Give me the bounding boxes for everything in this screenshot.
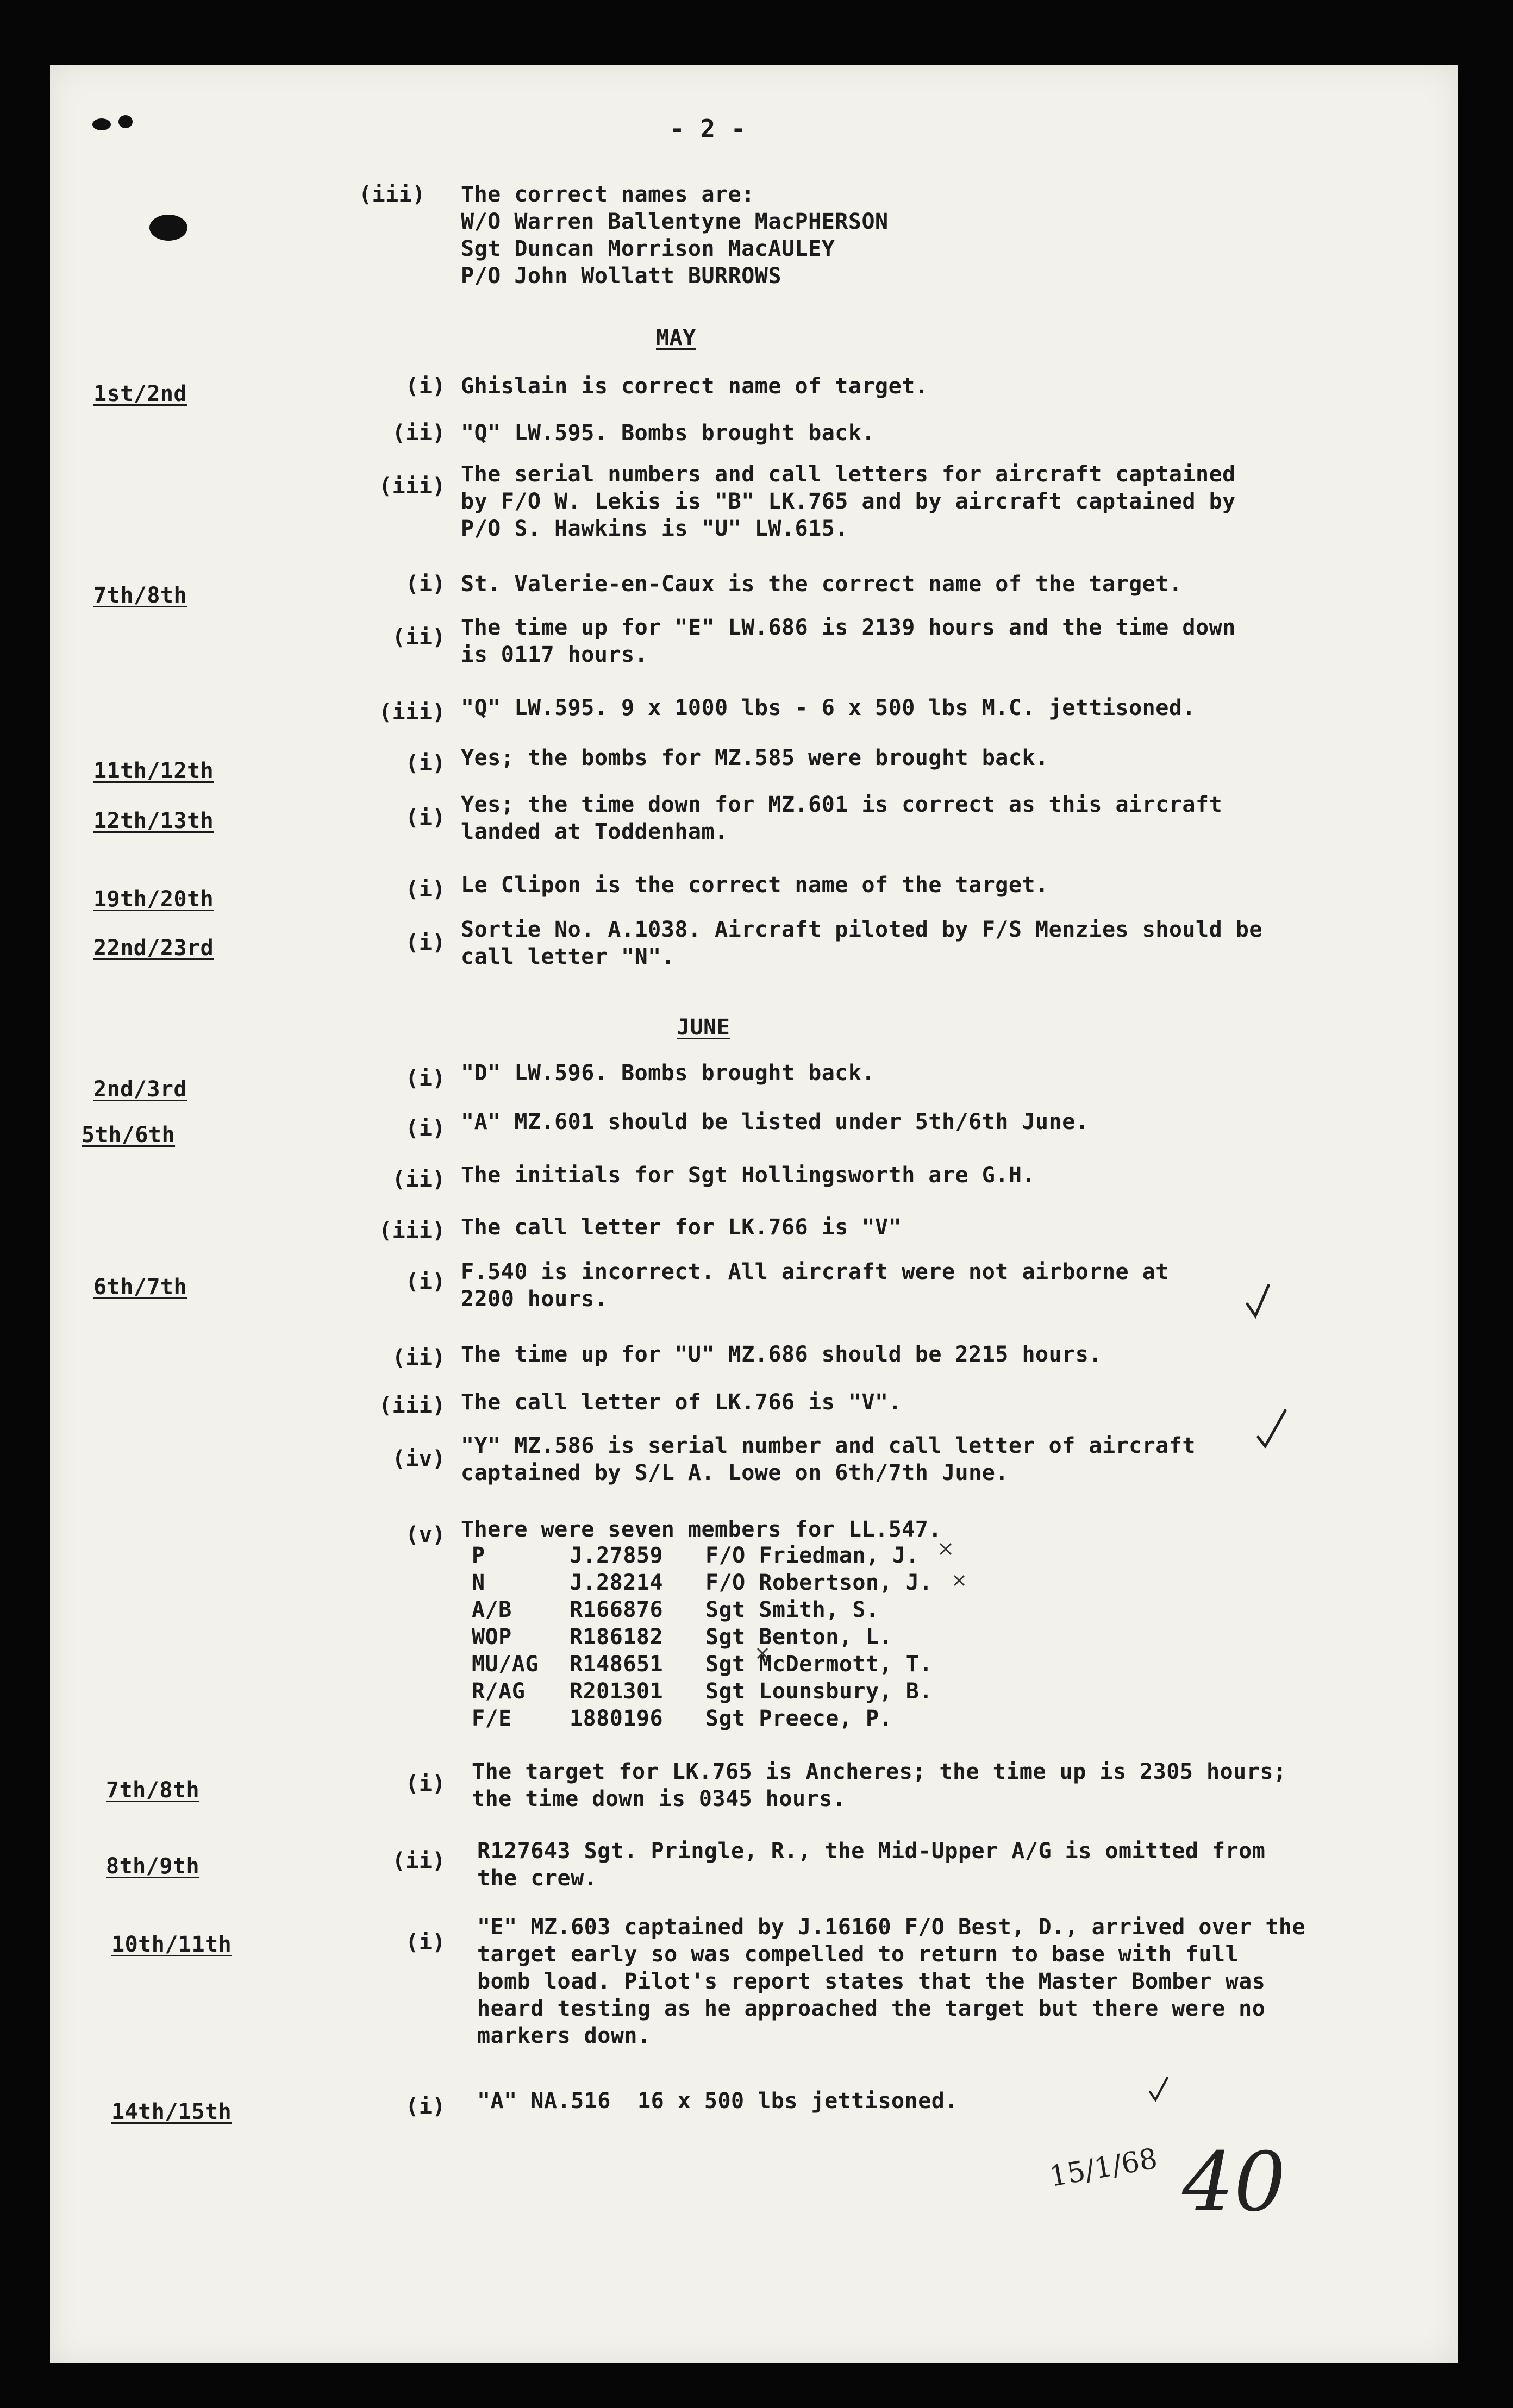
item-text: R127643 Sgt. Pringle, R., the Mid-Upper A/G is omitted from	[477, 1839, 1266, 1864]
item-text: Sortie No. A.1038. Aircraft piloted by F/S Menzies should be	[461, 917, 1262, 942]
crew-number: R148651	[570, 1652, 664, 1677]
item-text: Ghislain is correct name of target.	[461, 374, 929, 399]
crew-role: MU/AG	[472, 1652, 539, 1677]
cross-mark-icon	[755, 1646, 770, 1660]
date-label: 7th/8th	[93, 583, 187, 608]
item-text: "Y" MZ.586 is serial number and call letter of aircraft	[461, 1433, 1196, 1458]
item-number: (i)	[405, 1116, 446, 1141]
crew-row	[472, 1569, 1015, 1596]
item-text: is 0117 hours.	[461, 642, 648, 667]
item-text: markers down.	[477, 2023, 651, 2048]
date-label: 10th/11th	[111, 1932, 232, 1957]
crew-number: R186182	[570, 1625, 664, 1650]
crew-number: R166876	[570, 1597, 664, 1622]
item-text: The serial numbers and call letters for aircraft captained	[461, 462, 1236, 487]
ink-smudge	[92, 118, 111, 130]
crew-number: J.27859	[570, 1543, 664, 1568]
item-text: P/O S. Hawkins is "U" LW.615.	[461, 516, 848, 541]
crew-role: P	[472, 1543, 485, 1568]
item-text: The time up for "E" LW.686 is 2139 hours and the time down	[461, 615, 1236, 640]
item-number: (i)	[405, 572, 446, 597]
intro-line: Sgt Duncan Morrison MacAULEY	[461, 236, 835, 261]
date-label: 2nd/3rd	[93, 1077, 187, 1102]
date-label: 14th/15th	[111, 2099, 232, 2124]
check-mark-icon	[1148, 2075, 1170, 2103]
intro-line: The correct names are:	[461, 182, 755, 207]
crew-name: F/O Friedman, J.	[705, 1543, 920, 1568]
item-text: Yes; the bombs for MZ.585 were brought back.	[461, 745, 1049, 770]
date-label: 6th/7th	[93, 1275, 187, 1300]
item-text: The call letter of LK.766 is "V".	[461, 1390, 902, 1415]
item-text: "E" MZ.603 captained by J.16160 F/O Best, D., arrived over the	[477, 1915, 1306, 1940]
crew-row	[472, 1651, 1015, 1678]
item-text: Le Clipon is the correct name of the target.	[461, 873, 1049, 898]
cross-mark-icon	[952, 1573, 966, 1588]
item-text: landed at Toddenham.	[461, 819, 728, 844]
crew-name: Sgt Lounsbury, B.	[705, 1679, 933, 1704]
item-number: (i)	[405, 1066, 446, 1091]
item-text: call letter "N".	[461, 944, 675, 969]
item-text: the time down is 0345 hours.	[472, 1786, 846, 1811]
item-number: (ii)	[392, 625, 446, 650]
item-text: F.540 is incorrect. All aircraft were not airborne at	[461, 1259, 1169, 1284]
crew-number: 1880196	[570, 1706, 664, 1731]
crew-role: F/E	[472, 1706, 512, 1731]
handwritten-folio-number: 40	[1182, 2135, 1286, 2230]
date-label: 11th/12th	[93, 758, 214, 783]
item-text: "D" LW.596. Bombs brought back.	[461, 1061, 876, 1086]
crew-name: Sgt Smith, S.	[705, 1597, 879, 1622]
check-mark-icon	[1255, 1407, 1288, 1451]
item-text: The initials for Sgt Hollingsworth are G.H.	[461, 1163, 1036, 1188]
item-text: captained by S/L A. Lowe on 6th/7th June.	[461, 1460, 1009, 1485]
crew-name: F/O Robertson, J.	[705, 1570, 933, 1595]
item-number: (iii)	[379, 1218, 446, 1243]
item-text: "Q" LW.595. 9 x 1000 lbs - 6 x 500 lbs M.C. jettisoned.	[461, 695, 1196, 720]
item-text: the crew.	[477, 1866, 598, 1891]
handwritten-reference: 15/1/68	[1047, 2142, 1160, 2193]
crew-row	[472, 1542, 1015, 1569]
item-number: (i)	[405, 1771, 446, 1796]
crew-name: Sgt Benton, L.	[705, 1625, 893, 1650]
crew-role: WOP	[472, 1625, 512, 1650]
item-text: by F/O W. Lekis is "B" LK.765 and by aircraft captained by	[461, 489, 1236, 514]
crew-role: A/B	[472, 1597, 512, 1622]
crew-number: J.28214	[570, 1570, 664, 1595]
item-number: (ii)	[392, 1345, 446, 1370]
item-text: The time up for "U" MZ.686 should be 2215 hours.	[461, 1342, 1102, 1367]
item-number: (v)	[405, 1522, 446, 1547]
date-label: 8th/9th	[106, 1854, 200, 1879]
crew-name: Sgt McDermott, T.	[705, 1652, 933, 1677]
item-text: target early so was compelled to return to base with full	[477, 1942, 1239, 1967]
crew-row	[472, 1596, 1015, 1623]
intro-line: P/O John Wollatt BURROWS	[461, 264, 781, 289]
item-number: (iii)	[379, 474, 446, 499]
item-text: 2200 hours.	[461, 1287, 608, 1312]
item-number: (i)	[405, 805, 446, 830]
cross-mark-icon	[937, 1541, 954, 1557]
item-number: (i)	[405, 930, 446, 955]
intro-line: W/O Warren Ballentyne MacPHERSON	[461, 209, 889, 234]
item-number: (iii)	[379, 700, 446, 725]
crew-number: R201301	[570, 1679, 664, 1704]
item-text: bomb load. Pilot's report states that the Master Bomber was	[477, 1969, 1266, 1994]
item-number: (ii)	[392, 1848, 446, 1873]
item-text: The target for LK.765 is Ancheres; the time up is 2305 hours;	[472, 1759, 1287, 1784]
crew-name: Sgt Preece, P.	[705, 1706, 893, 1731]
item-number: (iii)	[379, 1393, 446, 1418]
ink-smudge	[118, 115, 133, 128]
item-text: "A" MZ.601 should be listed under 5th/6th June.	[461, 1109, 1089, 1134]
check-mark-icon	[1245, 1282, 1272, 1320]
date-label: 5th/6th	[82, 1123, 176, 1147]
crew-row	[472, 1623, 1015, 1651]
item-number: (i)	[405, 751, 446, 776]
item-number: (i)	[405, 877, 446, 902]
crew-role: N	[472, 1570, 485, 1595]
date-label: 19th/20th	[93, 887, 214, 912]
section-heading-june: JUNE	[677, 1015, 730, 1040]
crew-row	[472, 1678, 1015, 1705]
page-number: - 2 -	[670, 114, 746, 143]
date-label: 1st/2nd	[93, 381, 187, 406]
item-number: (ii)	[392, 421, 446, 446]
item-text: heard testing as he approached the target but there were no	[477, 1996, 1266, 2021]
item-text: "A" NA.516 16 x 500 lbs jettisoned.	[477, 2089, 958, 2114]
item-text: Yes; the time down for MZ.601 is correct as this aircraft	[461, 792, 1223, 817]
ink-smudge	[149, 215, 187, 241]
crew-list	[472, 1542, 1015, 1743]
item-text: The call letter for LK.766 is "V"	[461, 1215, 902, 1240]
date-label: 22nd/23rd	[93, 936, 214, 961]
item-number: (ii)	[392, 1167, 446, 1192]
item-text: "Q" LW.595. Bombs brought back.	[461, 421, 876, 446]
item-number: (iii)	[359, 182, 426, 207]
item-text: There were seven members for LL.547.	[461, 1517, 942, 1542]
item-number: (iv)	[392, 1446, 446, 1471]
item-number: (i)	[405, 1930, 446, 1955]
date-label: 12th/13th	[93, 808, 214, 833]
item-number: (i)	[405, 374, 446, 399]
item-text: St. Valerie-en-Caux is the correct name of the target.	[461, 572, 1183, 597]
date-label: 7th/8th	[106, 1778, 200, 1803]
crew-role: R/AG	[472, 1679, 526, 1704]
item-number: (i)	[405, 2094, 446, 2119]
item-number: (i)	[405, 1269, 446, 1294]
section-heading-may: MAY	[656, 325, 696, 350]
crew-row	[472, 1705, 1015, 1732]
